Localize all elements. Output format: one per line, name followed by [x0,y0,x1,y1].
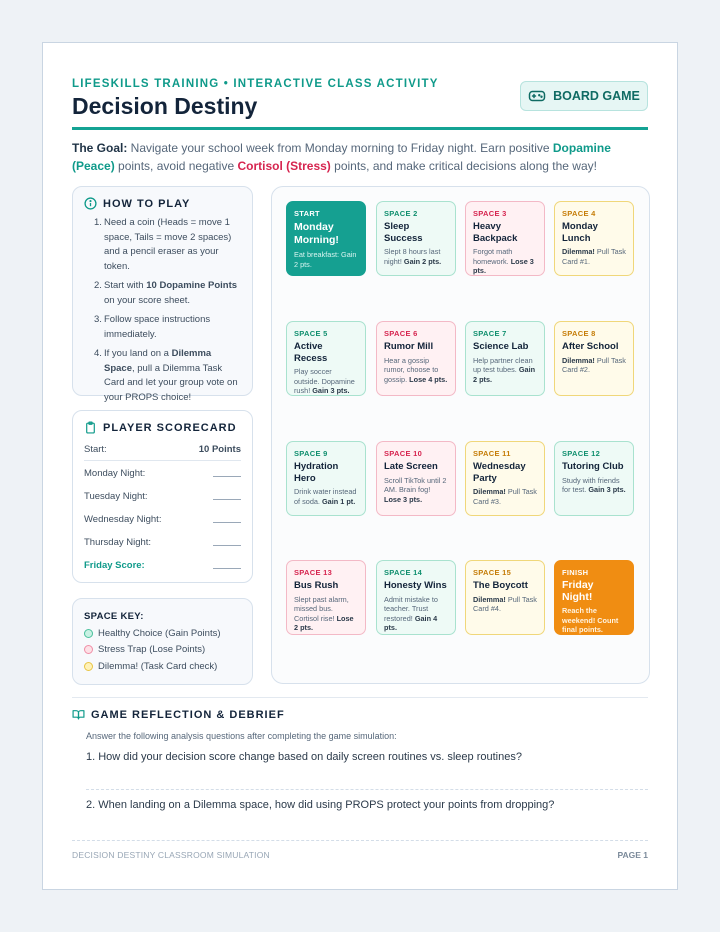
space-number: SPACE 4 [562,209,596,218]
board-space [376,560,456,635]
space-name: Monday Morning! [294,221,339,246]
space-name: Tutoring Club [562,461,624,472]
friday-score-label: Friday Score: [84,560,145,571]
worksheet-page [42,42,678,890]
score-row [84,530,241,553]
space-description-text: Pull Task Card #2. [562,355,626,374]
space-description-text: Admit mistake to teacher. Trust restored! [384,594,438,623]
page-title: Decision Destiny [72,93,258,119]
space-name: Late Screen [384,461,438,472]
step-number: 3. [94,314,102,325]
step-item [94,279,242,308]
space-number: START [294,209,320,218]
step-text-part: Need a coin (Heads = move 1 space, Tails = move 2 spaces) and a pencil eraser as your token. [104,217,232,272]
space-number: SPACE 10 [384,449,423,458]
space-description-text: Eat breakfast: Gain 2 pts. [294,250,357,269]
how-to-play-steps [84,216,242,405]
space-points: Dilemma! [562,247,595,256]
space-name: Friday Night! [562,579,594,603]
space-description [384,247,448,266]
step-text-bold: Dilemma Space [104,348,212,374]
score-blank-line[interactable] [213,522,241,523]
space-description [562,356,626,375]
key-item-healthy [84,628,242,639]
space-number: SPACE 12 [562,449,601,458]
space-description [562,476,626,495]
info-icon [84,197,97,210]
goal-text-1: Navigate your school week from Monday morning to Friday night. Earn positive [127,141,553,155]
space-name: Hydration Hero [294,461,339,484]
space-points: Lose 3 pts. [473,256,534,275]
space-description [294,595,358,633]
how-to-play-title: HOW TO PLAY [103,197,191,210]
key-label: Dilemma! (Task Card check) [98,660,218,672]
space-number: SPACE 2 [384,209,418,218]
space-name: Sleep Success [384,221,423,244]
space-name: Bus Rush [294,580,339,591]
space-description-text: Study with friends for test. [562,475,620,494]
space-name: Heavy Backpack [473,221,518,244]
goal-text-3: points, and make critical decisions along the way! [330,159,597,173]
footer-title: DECISION DESTINY CLASSROOM SIMULATION [72,850,270,860]
step-text-part: Start with [104,280,147,291]
space-description [473,247,537,276]
friday-score-row [84,553,241,576]
badge-label: BOARD GAME [553,89,640,103]
space-description [294,250,358,269]
space-name: Wednesday Party [473,461,526,484]
goal-label: The Goal: [72,141,128,155]
scorecard-title: PLAYER SCORECARD [103,421,237,434]
space-name: Science Lab [473,341,529,352]
step-text [104,216,242,274]
page-number: PAGE 1 [617,850,648,860]
score-row [84,507,241,530]
space-points: Gain 1 pt. [322,496,356,506]
score-blank-line[interactable] [213,499,241,500]
step-text [104,313,242,342]
space-number: SPACE 13 [294,568,333,577]
step-item [94,216,242,274]
space-description-text: Reach the weekend! Count final points. [562,606,619,634]
board-space [554,201,634,276]
board-space [376,321,456,396]
space-number: SPACE 14 [384,568,423,577]
space-description [562,606,626,635]
score-blank-line[interactable] [213,568,241,569]
space-number: SPACE 15 [473,568,512,577]
key-item-dilemma [84,661,242,672]
step-text-part: Follow space instructions immediately. [104,314,211,340]
board-space [286,560,366,635]
step-text [104,279,242,308]
score-blank-line[interactable] [213,476,241,477]
reflection-question-1: 1. How did your decision score change based on daily screen routines vs. sleep routines? [86,751,522,763]
yellow-dot-icon [84,662,93,671]
space-description-text: Forgot math homework. [473,247,513,266]
space-description [473,356,537,385]
space-name: Active Recess [294,341,328,364]
space-description-text: Pull Task Card #3. [473,487,537,506]
board-space [554,321,634,396]
space-points: Gain 3 pts. [588,485,626,494]
header-rule [72,127,648,130]
space-number: SPACE 3 [473,209,507,218]
goal-text [72,139,650,175]
score-start-row [84,436,241,461]
how-to-play-card [72,186,253,403]
step-item [94,313,242,342]
board-space [376,441,456,516]
dopamine-term: Dopamine (Peace) [72,141,611,173]
key-label: Healthy Choice (Gain Points) [98,627,221,639]
step-number: 2. [94,280,102,291]
space-points: Gain 3 pts. [312,386,350,395]
space-description-text: Scroll TikTok until 2 AM. Brain fog! [384,475,447,494]
player-scorecard [72,410,253,583]
red-dot-icon [84,645,93,654]
space-name: After School [562,341,619,352]
space-points: Dilemma! [562,355,595,365]
space-key-title: SPACE KEY: [84,611,144,622]
step-text-part: If you land on a [104,348,172,359]
space-name: The Boycott [473,580,528,591]
space-description-text: Hear a gossip rumor, choose to gossip. [384,355,439,384]
score-row-label: Wednesday Night: [84,514,162,525]
space-number: SPACE 7 [473,329,507,338]
space-number: SPACE 6 [384,329,418,338]
reflection-question-2: 2. When landing on a Dilemma space, how did using PROPS protect your points from dropping? [86,799,555,811]
board-space [286,201,366,276]
space-description-text: Pull Task Card #4. [473,594,537,613]
reflection-subtitle: Answer the following analysis questions after completing the game simulation: [86,731,397,741]
game-board [271,186,650,684]
score-row-label: Tuesday Night: [84,491,148,502]
space-description-text: Play soccer outside. Dopamine rush! [294,367,355,395]
board-space [465,560,545,635]
step-number: 4. [94,348,102,359]
step-text [104,347,242,405]
step-text-bold: 10 Dopamine Points [146,280,238,291]
space-description-text: Drink water instead of soda. [294,487,357,506]
board-space [465,321,545,396]
open-book-icon [72,708,85,721]
space-points: Gain 4 pts. [384,613,438,632]
board-game-badge [520,81,648,111]
score-blank-line[interactable] [213,545,241,546]
start-value: 10 Points [198,444,241,455]
cortisol-term: Cortisol (Stress) [237,159,331,173]
footer-divider [72,840,648,841]
space-description [294,487,358,506]
space-name: Honesty Wins [384,580,447,591]
step-number: 1. [94,217,102,228]
reflection-heading [72,708,285,721]
space-points: Lose 2 pts. [294,613,354,632]
eyebrow-text: LIFESKILLS TRAINING • INTERACTIVE CLASS ACTIVITY [72,78,439,90]
score-row [84,461,241,484]
score-row-label: Monday Night: [84,468,146,479]
score-row-label: Thursday Night: [84,537,152,548]
space-number: SPACE 9 [294,449,328,458]
space-description-text: Slept past alarm, missed bus. Cortisol rise! [294,594,349,623]
space-name: Rumor Mill [384,341,434,352]
step-item [94,347,242,405]
space-description [473,487,537,506]
board-space [286,321,366,396]
key-label: Stress Trap (Lose Points) [98,644,206,655]
space-number: SPACE 11 [473,449,511,458]
space-points: Dilemma! [473,487,506,496]
answer-line[interactable] [86,789,648,790]
step-text-part: , pull a Dilemma Task Card and let your group vote on your PROPS choice! [104,362,238,403]
board-space [286,441,366,516]
start-label: Start: [84,444,107,455]
space-description [384,356,448,385]
space-points: Lose 3 pts. [384,494,423,504]
space-name: Monday Lunch [562,221,598,244]
space-description [473,595,537,614]
how-to-play-heading [84,197,242,210]
key-item-stress [84,644,242,655]
space-description [384,476,448,505]
space-description [294,367,358,396]
board-space [554,560,634,635]
space-key-card [72,598,253,685]
goal-text-2: points, avoid negative [114,159,238,173]
board-space [554,441,634,516]
space-points: Gain 2 pts. [403,256,442,266]
board-space [465,201,545,276]
space-number: SPACE 5 [294,329,328,338]
step-text-part: on your score sheet. [104,294,191,306]
space-description [562,247,626,266]
space-points: Dilemma! [473,594,506,604]
board-space [376,201,456,276]
gamepad-icon [528,87,546,105]
space-points: Lose 4 pts. [409,374,448,384]
score-row [84,484,241,507]
green-dot-icon [84,629,93,638]
space-number: FINISH [562,568,589,577]
board-space [465,441,545,516]
clipboard-icon [84,421,97,434]
space-description [384,595,448,633]
space-points: Gain 2 pts. [473,365,536,384]
space-description-text: Help partner clean up test tubes. [473,355,533,374]
reflection-title: GAME REFLECTION & DEBRIEF [91,708,285,721]
space-description-text: Pull Task Card #1. [562,247,626,266]
scorecard-heading [84,421,241,434]
space-number: SPACE 8 [562,329,596,338]
space-description-text: Slept 8 hours last night! [384,247,441,266]
section-divider [72,697,648,698]
